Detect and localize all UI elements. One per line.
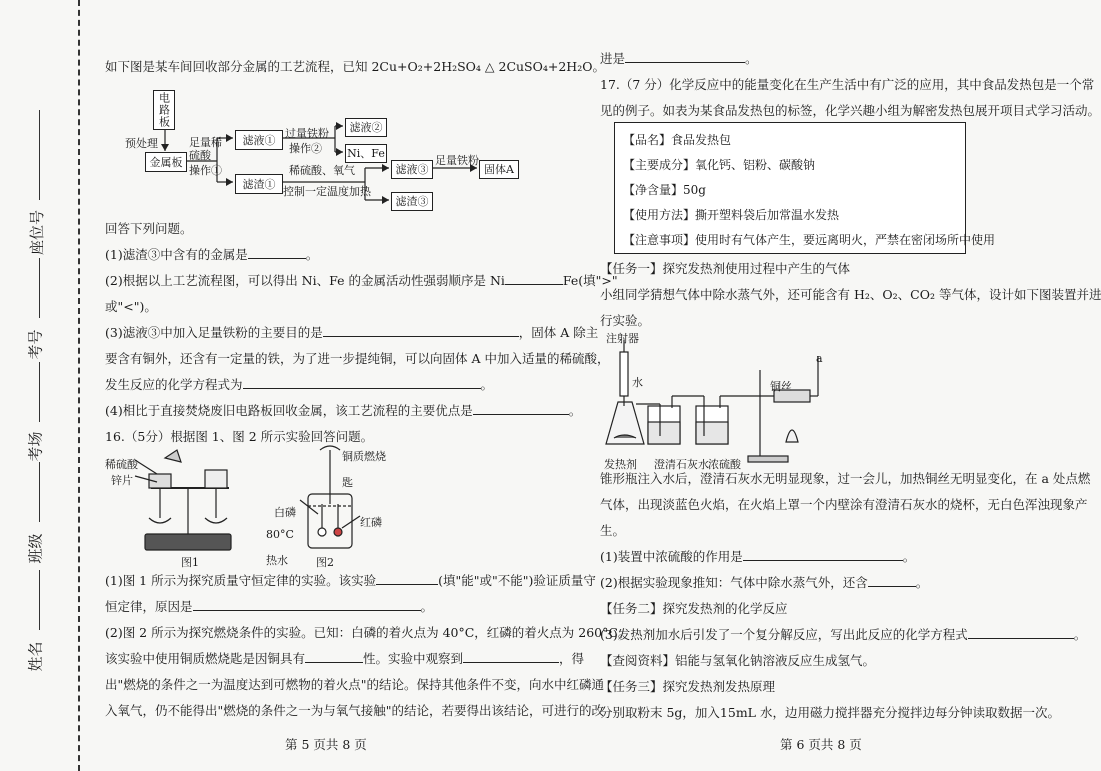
q2-continued: 或"<")。 [105,299,157,314]
observation-line-3: 生。 [600,523,626,538]
reagent1-text: 足量稀硫酸 [189,136,222,162]
right-page [600,0,1101,771]
label-row-caution: 【注意事项】使用时有气体产生，要远离明火，严禁在密闭场所中使用 [623,233,996,247]
q1-end: 。 [305,247,319,262]
fig1-caption: 图1 [181,556,199,569]
q4-answer-blank[interactable] [473,400,569,415]
task-1-heading: 【任务一】探究发热剂使用过程中产生的气体 [600,261,851,276]
q3-equation-blank[interactable] [243,374,481,389]
q16-1-answer-blank[interactable] [376,570,438,585]
right-page-footer: 第 6 页共 8 页 [780,737,862,752]
op2-text: 操作② [289,142,322,155]
q16-1-reason-text: 恒定律，原因是 [105,599,193,614]
task2-question-3 [600,622,1086,648]
water-label: 水 [632,376,643,389]
ni-fe-box: Ni、Fe [345,144,387,163]
r2-text: (2)根据实验现象推知：气体中除水蒸气外，还含 [600,575,868,590]
residue1-box: 滤渣① [235,174,283,194]
q16-1-continued [105,594,433,620]
question-4 [105,398,581,424]
q16-2-line4: 入氧气，仍不能得出"燃烧的条件之一为与氧气接触"的结论，若要得出该结论，可进行的改 [105,703,605,718]
fig2-copper-spoon-label: 铜质燃烧匙 [342,450,386,489]
heating-agent-label: 发热剂 [604,458,637,471]
q3-equation [105,372,493,398]
iron-powder-enough-text: 足量铁粉 [435,154,479,167]
exam-no-blank-line [39,258,40,318]
figure-1-balance [105,448,255,569]
task-3-heading: 【任务三】探究发热剂发热原理 [600,679,776,694]
q3-end: 。 [480,377,494,392]
question-1 [105,242,318,268]
fig2-white-p-label: 白磷 [274,506,296,519]
fig1-zinc-label: 锌片 [111,474,133,487]
fig1-acid-label: 稀硫酸 [105,458,138,471]
filtrate1-box: 滤液① [235,130,283,150]
q16-2-property-blank[interactable] [305,648,363,663]
question-2 [105,268,618,294]
task-3-paragraph: 分别取粉末 5g，加入15mL 水，边用磁力搅拌器充分搅拌边每分钟读取数据一次。 [600,705,1060,720]
question-16-2: (2)图 2 所示为探究燃烧条件的实验。已知：白磷的着火点为 40°C，红磷的着火点为 260°C。 [105,625,631,640]
q4-end: 。 [568,403,582,418]
q16-2-b-text: 该实验中使用铜质燃烧匙是因铜具有 [105,651,306,666]
residue3-box: 滤渣③ [391,192,433,211]
q3-continued: 要含有铜外，还含有一定量的铁，为了进一步提纯铜，可以向固体 A 中加入适量的稀硫酸， [105,351,610,366]
task-1-paragraph: 小组同学猜想气体中除水蒸气外，还可能含有 H₂、O₂、CO₂ 等气体，设计如下图装置并进 [600,287,1101,302]
pretreat-text: 预处理 [125,137,158,150]
r2-end: 。 [915,575,929,590]
process-intro: 如下图是某车间回收部分金属的工艺流程，已知 2Cu+O₂+2H₂SO₄ △ 2CuSO₄+2H₂O。 [105,59,605,74]
copper-mesh-label: 铜丝 [770,380,792,393]
conc-acid-label: 浓硫酸 [708,458,741,471]
q16-2-observation-blank[interactable] [463,648,559,663]
seat-label: 座位号 [28,209,47,256]
left-page-footer: 第 5 页共 8 页 [285,737,367,752]
class-blank-line [39,462,40,522]
filtrate2-box: 滤液② [345,118,387,137]
apparatus-illustration [600,332,840,468]
solid-a-box: 固体A [479,160,519,179]
fig2-hot-water-label: 80°C热水 [266,528,294,567]
task1-question-2 [600,570,928,596]
q16-1-text: (1)图 1 所示为探究质量守恒定律的实验。该实验 [105,573,377,588]
label-row-net-weight: 【净含量】50g [623,183,706,197]
q16-2-line3: 出"燃烧的条件之一为温度达到可燃物的着火点"的结论。保持其他条件不变，向水中红磷通 [105,677,605,692]
r3-end: 。 [1073,627,1087,642]
r1-end: 。 [902,549,916,564]
q16-2-b-mid: 性。实验中观察到 [363,651,464,666]
binding-margin [0,0,95,771]
q2-text: (2)根据以上工艺流程图，可以得出 Ni、Fe 的金属活动性强弱顺序是 Ni [105,273,505,288]
q3-answer-blank[interactable] [323,322,519,337]
r1-text: (1)装置中浓硫酸的作用是 [600,549,743,564]
name-blank-line [39,570,40,630]
continued-answer-blank[interactable] [625,48,745,63]
reagent2-text: 稀硫酸、氧气 [289,164,355,177]
name-label: 姓名 [26,641,45,672]
exam-room-blank-line [39,362,40,422]
label-row-name: 【品名】食品发热包 [623,133,732,147]
continued-end: 。 [745,51,758,66]
answer-prompt: 回答下列问题。 [105,221,193,236]
fig2-red-p-label: 红磷 [360,516,382,529]
r1-answer-blank[interactable] [743,546,903,561]
temp-control-text: 控制一定温度加热 [283,185,371,198]
point-a-label: a [816,352,823,365]
q4-text: (4)相比于直接焚烧废旧电路板回收金属，该工艺流程的主要优点是 [105,403,473,418]
exam-no-label: 考号 [26,329,45,360]
q2-mid: Fe(填">" [562,273,618,288]
question-17: 17.（7 分）化学反应中的能量变化在生产生活中有广泛的应用，其中食品发热包是一个常 [600,77,1095,92]
fig2-caption: 图2 [316,556,334,569]
label-row-usage: 【使用方法】撕开塑料袋后加常温水发热 [623,208,840,222]
question-3 [105,320,598,346]
q3-text: (3)滤液③中加入足量铁粉的主要目的是 [105,325,323,340]
reference-info: 【查阅资料】铝能与氢氧化钠溶液反应生成氢气。 [600,653,876,668]
question-16: 16.（5分）根据图 1、图 2 所示实验回答问题。 [105,429,374,444]
figure-2-combustion [260,444,400,569]
r2-answer-blank[interactable] [868,572,916,587]
q16-1-end: 。 [420,599,434,614]
metal-plate-box: 金属板 [145,152,187,172]
observation-line-1: 锥形瓶注入水后，澄清石灰水无明显现象，过一会儿，加热铜丝无明显变化，在 a 处点燃 [600,471,1091,486]
product-label-table [614,122,996,254]
r3-answer-blank[interactable] [968,624,1074,639]
r3-text: (3)发热剂加水后引发了一个复分解反应，写出此反应的化学方程式 [600,627,968,642]
filtrate3-box: 滤液③ [391,160,433,179]
label-row-ingredients: 【主要成分】氧化钙、铝粉、碳酸钠 [623,158,816,172]
iron-powder-excess-text: 过量铁粉 [285,127,329,140]
task-2-heading: 【任务二】探究发热剂的化学反应 [600,601,788,616]
task-1-paragraph-2: 行实验。 [600,313,651,328]
q3-mid: ，固体 A 除主 [518,325,599,340]
op1-text: 操作① [189,164,222,177]
binding-dashed-line [78,0,80,771]
q1-answer-blank[interactable] [248,244,306,259]
q16-1-reason-blank[interactable] [193,596,421,611]
q2-answer-blank[interactable] [505,270,563,285]
q16-1-mid: (填"能"或"不能")验证质量守 [438,573,596,588]
limewater-label: 澄清石灰水 [654,458,709,471]
q16-2-continued [105,646,584,672]
apparatus-diagram [600,332,840,471]
continued-text: 进是 [600,51,626,66]
seat-blank-line [39,110,40,200]
q3-equation-text: 发生反应的化学方程式为 [105,377,243,392]
q16-2-b-end: ，得 [559,651,585,666]
class-label: 班级 [26,533,45,564]
q1-text: (1)滤渣③中含有的金属是 [105,247,248,262]
circuit-board-box: 电路板 [153,90,175,130]
task1-question-1 [600,544,915,570]
continued-line [600,46,758,72]
question-16-1 [105,568,596,594]
question-17-continued: 见的例子。如表为某食品发热包的标签，化学兴趣小组为解密发热包展开项目式学习活动。 [600,103,1101,118]
exam-room-label: 考场 [26,431,45,462]
observation-line-2: 气体，出现淡蓝色火焰，在火焰上罩一个内壁涂有澄清石灰水的烧杯，无白色浑浊现象产 [600,497,1088,512]
syringe-label: 注射器 [606,332,639,345]
